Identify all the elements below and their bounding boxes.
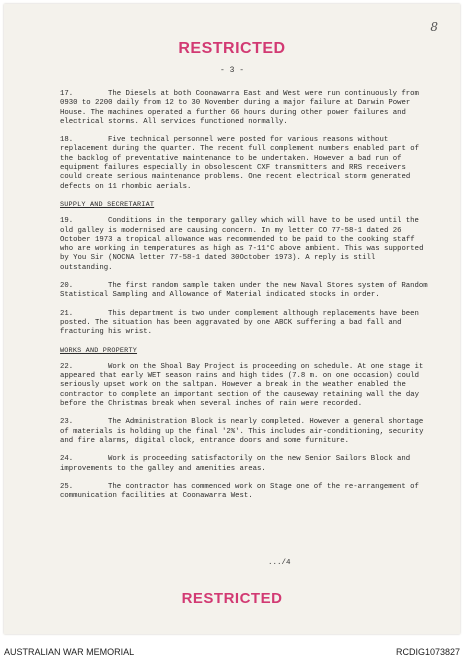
paragraph-number: 24. <box>60 455 74 464</box>
archive-record-id: RCDIG1073827 <box>395 647 460 657</box>
paragraph-24 <box>60 455 432 474</box>
paragraph-number: 23. <box>60 418 74 427</box>
archive-footer <box>0 640 465 666</box>
paragraph-19 <box>60 217 432 273</box>
paragraph-text: Five technical personnel were posted for various reasons without replacement during the quarter. The recent full complement numbers enabled part of the backlog of preventative maintenance to be undertaken. However a bad run of equipment failures especially in obsolescent CXF transmitters and RRS receivers could create serious maintenance problems. One recent electrical storm generated defects on 11 rhombic aerials. <box>60 136 424 191</box>
paragraph-text: The contractor has commenced work on Stage one of the re-arrangement of communication facilities at Coonawarra West. <box>60 482 424 501</box>
paragraph-17 <box>60 90 432 127</box>
classification-stamp-bottom: RESTRICTED <box>181 590 283 607</box>
section-heading-works: WORKS AND PROPERTY <box>60 346 138 355</box>
paragraph-text: This department is two under complement although replacements have been posted. The situation has been aggravated by one ABCK suffering a bad fall and fracturing his wrist. <box>60 309 424 337</box>
paragraph-25 <box>60 483 432 502</box>
paragraph-text: Work is proceeding satisfactorily on the new Senior Sailors Block and improvements to the galley and amenities areas. <box>60 455 415 473</box>
paragraph-number: 19. <box>60 217 74 226</box>
paragraph-text: Conditions in the temporary galley which will have to be used until the old galley is modernised are causing concern. In my letter CO 77-58-1 dated 26 October 1973 a tropical allowance was recommended to be paid to the cooking staff who are working in temperatures as high as 7-11°C above ambient. This was supported by You Sir (NOCNA letter 77-58-1 dated 30October 1973). A reply is still outstanding. <box>60 217 428 272</box>
paragraph-text: Work on the Shoal Bay Project is proceeding on schedule. At one stage it appeared that early WET season rains and high tides (7.8 m. on one occasion) could seriously upset work on the saltpan. However a break in the weather enabled the contractor to complete an important section of the causeway retaining wall the day before the Christmas break when several inches of rain were recorded. <box>60 362 428 409</box>
paragraph-number: 20. <box>60 282 74 291</box>
paragraph-23 <box>60 418 432 446</box>
paragraph-number: 25. <box>60 482 74 491</box>
paragraph-text: The Diesels at both Coonawarra East and West were run continuously from 0930 to 2200 daily from 12 to 30 November during a major failure at Darwin Power House. The machines operated a further 66 hours during other power failures and electrical storms. All services functioned normally. <box>60 90 424 126</box>
paragraph-22 <box>60 363 432 409</box>
page-number: - 3 - <box>219 66 244 75</box>
paragraph-text: The Administration Block is nearly completed. However a general shortage of materials is holding up the final '2%'. This includes air-conditioning, security and fire alarms, digital clock, entrance doors and some furniture. <box>60 418 428 445</box>
continuation-mark: .../4 <box>268 559 291 567</box>
paragraph-20 <box>60 282 432 301</box>
document-body <box>60 90 432 510</box>
page-corner-mark: 8 <box>430 20 438 34</box>
document-page <box>4 4 460 634</box>
paragraph-21 <box>60 310 432 338</box>
classification-stamp-top: RESTRICTED <box>178 40 286 57</box>
paragraph-number: 18. <box>60 136 74 145</box>
paragraph-text: The first random sample taken under the new Naval Stores system of Random Statistical Sampling and Allowance of Material indicated stocks in order. <box>60 282 433 300</box>
paragraph-number: 22. <box>60 362 74 371</box>
archive-source: AUSTRALIAN WAR MEMORIAL <box>4 647 135 657</box>
paragraph-18 <box>60 136 432 192</box>
paragraph-number: 17. <box>60 90 74 98</box>
section-heading-supply: SUPPLY AND SECRETARIAT <box>60 200 155 209</box>
paragraph-number: 21. <box>60 309 74 318</box>
